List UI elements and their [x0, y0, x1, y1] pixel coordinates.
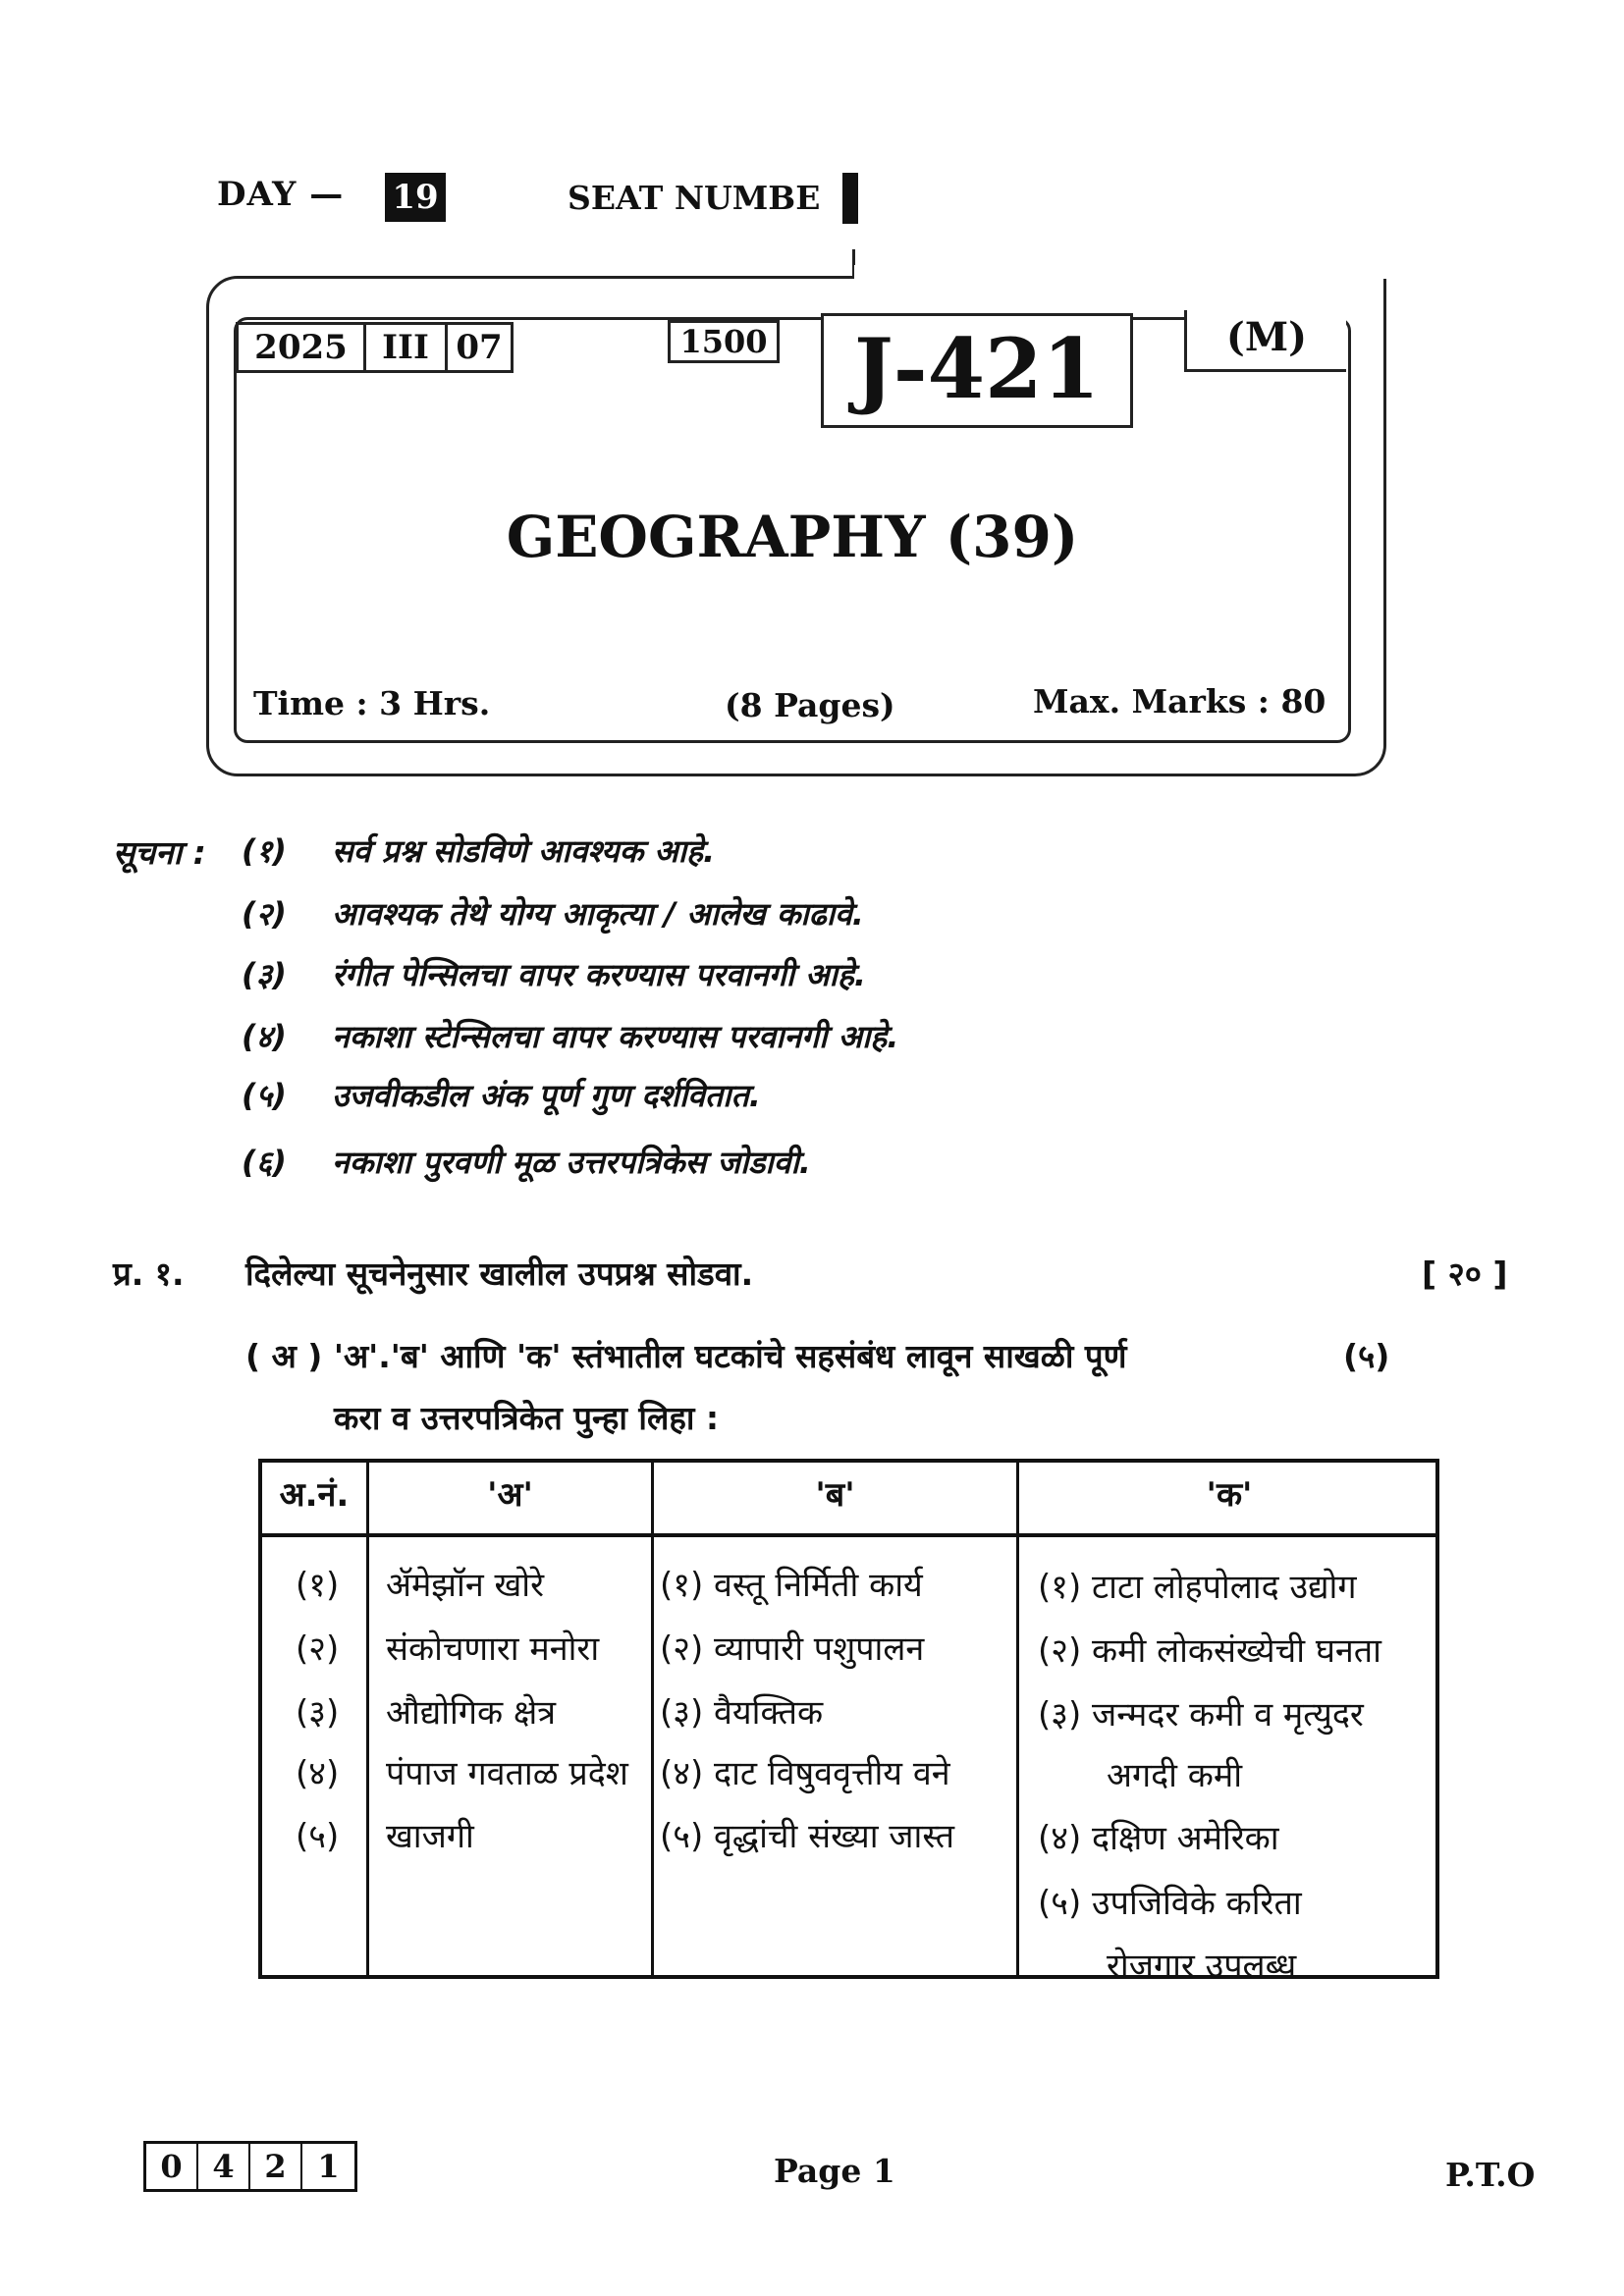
instruction-number: (४) [242, 1018, 287, 1055]
page-number: Page 1 [774, 2152, 895, 2190]
instruction-text: नकाशा पुरवणी मूळ उत्तरपत्रिकेस जोडावी. [332, 1144, 811, 1181]
subject-title: GEOGRAPHY (39) [506, 504, 1079, 570]
subquestion-a-marks: (५) [1343, 1337, 1390, 1375]
column-divider [1016, 1463, 1019, 1975]
seat-number-label: SEAT NUMBE [568, 179, 821, 217]
instruction-number: (६) [242, 1144, 287, 1181]
col-b-cell: (३) वैयक्तिक [660, 1693, 824, 1733]
header-col-a: 'अ' [487, 1475, 533, 1515]
header-sr: अ.नं. [279, 1475, 350, 1515]
code-digit: 0 [146, 2144, 198, 2189]
code-cell: 07 [445, 322, 514, 373]
max-marks-label: Max. Marks : 80 [1033, 682, 1326, 721]
count-cell: 1500 [668, 320, 780, 363]
header-divider [262, 1533, 1435, 1537]
col-b-cell: (२) व्यापारी पशुपालन [660, 1629, 925, 1669]
paper-code-boxes [143, 2141, 357, 2192]
col-a-cell: पंपाज गवताळ प्रदेश [386, 1754, 628, 1793]
pto-label: P.T.O [1445, 2156, 1536, 2194]
pages-label: (8 Pages) [725, 686, 895, 724]
time-label: Time : 3 Hrs. [253, 684, 491, 722]
sr-cell: (२) [296, 1629, 340, 1669]
col-c-cell: (५) उपजिविके करिता [1038, 1884, 1302, 1923]
question-label: प्र. १. [113, 1255, 185, 1293]
instructions-heading: सूचना : [113, 833, 206, 872]
outer-frame-gap [854, 265, 1404, 279]
column-divider [651, 1463, 654, 1975]
instruction-text: नकाशा स्टेन्सिलचा वापर करण्यास परवानगी आहे. [332, 1018, 899, 1055]
col-b-cell: (१) वस्तू निर्मिती कार्य [660, 1566, 923, 1605]
subquestion-a-line2: करा व उत्तरपत्रिकेत पुन्हा लिहा : [334, 1399, 720, 1437]
paper-number-cell: J-421 [821, 313, 1133, 428]
col-a-cell: संकोचणारा मनोरा [386, 1629, 600, 1669]
series-cell: III [363, 322, 448, 373]
col-c-cell: (२) कमी लोकसंख्येची घनता [1038, 1631, 1381, 1671]
col-b-cell: (४) दाट विषुववृत्तीय वने [660, 1754, 950, 1793]
instruction-text: रंगीत पेन्सिलचा वापर करण्यास परवानगी आहे. [332, 956, 866, 993]
column-divider [366, 1463, 369, 1975]
code-digit: 2 [250, 2144, 302, 2189]
sr-cell: (५) [296, 1817, 340, 1856]
sr-cell: (४) [296, 1754, 340, 1793]
col-a-cell: खाजगी [386, 1817, 474, 1856]
instruction-number: (५) [242, 1077, 287, 1114]
year-cell: 2025 [236, 322, 366, 373]
instruction-number: (२) [242, 895, 287, 933]
header-col-b: 'ब' [815, 1475, 855, 1515]
col-c-cell: (४) दक्षिण अमेरिका [1038, 1819, 1279, 1858]
medium-cell: (M) [1184, 310, 1346, 372]
instruction-text: सर्व प्रश्न सोडविणे आवश्यक आहे. [332, 832, 716, 870]
col-c-cell-continued: अगदी कमी [1107, 1756, 1243, 1795]
instruction-text: आवश्यक तेथे योग्य आकृत्या / आलेख काढावे. [332, 895, 864, 933]
sr-cell: (१) [296, 1566, 340, 1605]
code-digit: 1 [317, 2148, 340, 2185]
question-marks: [ २० ] [1422, 1255, 1508, 1293]
seat-number-mark [842, 173, 858, 224]
match-table [258, 1459, 1439, 1986]
col-b-cell: (५) वृद्धांची संख्या जास्त [660, 1817, 954, 1856]
col-c-cell-continued: रोजगार उपलब्ध [1107, 1947, 1297, 1986]
header-col-c: 'क' [1206, 1475, 1253, 1515]
sr-cell: (३) [296, 1693, 340, 1733]
instruction-text: उजवीकडील अंक पूर्ण गुण दर्शवितात. [332, 1077, 761, 1114]
question-text: दिलेल्या सूचनेनुसार खालील उपप्रश्न सोडवा. [245, 1255, 754, 1293]
day-number-badge: 19 [385, 173, 446, 222]
col-c-cell: (१) टाटा लोहपोलाद उद्योग [1038, 1568, 1357, 1607]
subquestion-a-line1: ( अ ) 'अ'.'ब' आणि 'क' स्तंभातील घटकांचे सहसंबंध लावून साखळी पूर्ण [245, 1337, 1127, 1375]
day-label: DAY — [217, 175, 345, 214]
code-digit: 4 [198, 2144, 250, 2189]
instruction-number: (१) [242, 832, 287, 870]
col-a-cell: औद्योगिक क्षेत्र [386, 1693, 557, 1733]
col-c-cell: (३) जन्मदर कमी व मृत्युदर [1038, 1695, 1364, 1735]
instruction-number: (३) [242, 956, 287, 993]
col-a-cell: ॲमेझॉन खोरे [386, 1566, 545, 1605]
